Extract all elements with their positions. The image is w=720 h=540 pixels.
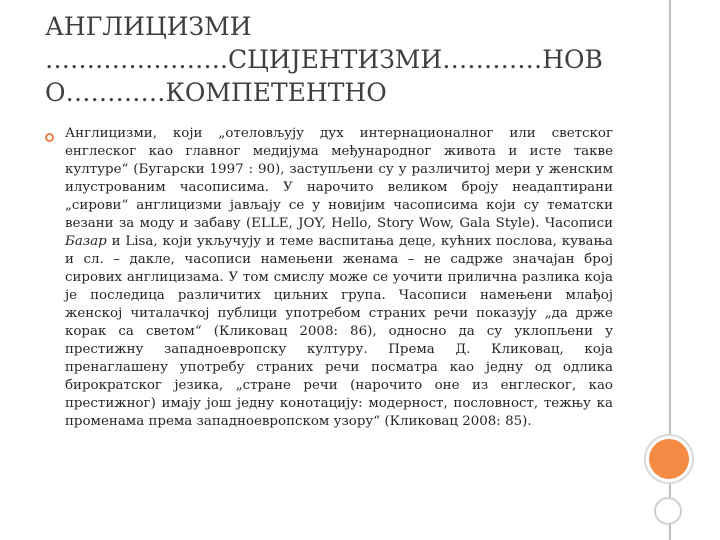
body-paragraph [65,125,613,431]
paragraph-text-part-1: Англицизми, који „отеловљују дух интернационалног или светског енглеског као главног медијума међународног живота и исте такве културе“ (Бугарски 1997 : 90), заступљени су у различитој мери у женским илустрованим часописима. У нарочито великом броју неадаптирани „сирови“ англицизми јављају се у новијим часописима који су тематски везани за моду и забаву (ELLE, JOY, Hello, Story Wow, Gala Style). Часописи [65,126,613,231]
decorative-circle-small [654,497,682,525]
slide-title [45,10,615,109]
title-line-2: ………………….СЦИЈЕНТИЗМИ…………НОВ [45,45,603,74]
title-line-1: АНГЛИЦИЗМИ [45,12,252,41]
paragraph-text-part-2: и Lisa, који укључују и теме васпитања деце, кућних послова, кувања и сл. – дакле, часописи намењени женама – не садрже значајан број сирових англицизама. У том смислу може се уочити прилична разлика која је последица различитих циљних група. Часописи намењени млађој женској читалачкој публици употребом страних речи показују „да држе корак са светом“ (Кликовац 2008: 86), односно да су уклопљени у престижну западноевропску културу. Према Д. Кликовац, која пренаглашену употребу страних речи посматра као једну од одлика бирократског језика, „стране речи (нарочито оне из енглеског, као престижног) имају још једну конотацију: модерност, пословност, тежњу ка променама према западноевропском узору“ (Кликовац 2008: 85). [65,234,613,429]
title-line-3: О…………КОМПЕТЕНТНО [45,78,387,107]
decorative-circle-orange [649,439,689,479]
bullet-ring-icon [45,133,54,142]
paragraph-italic-magazine-name: Базар [65,234,107,249]
